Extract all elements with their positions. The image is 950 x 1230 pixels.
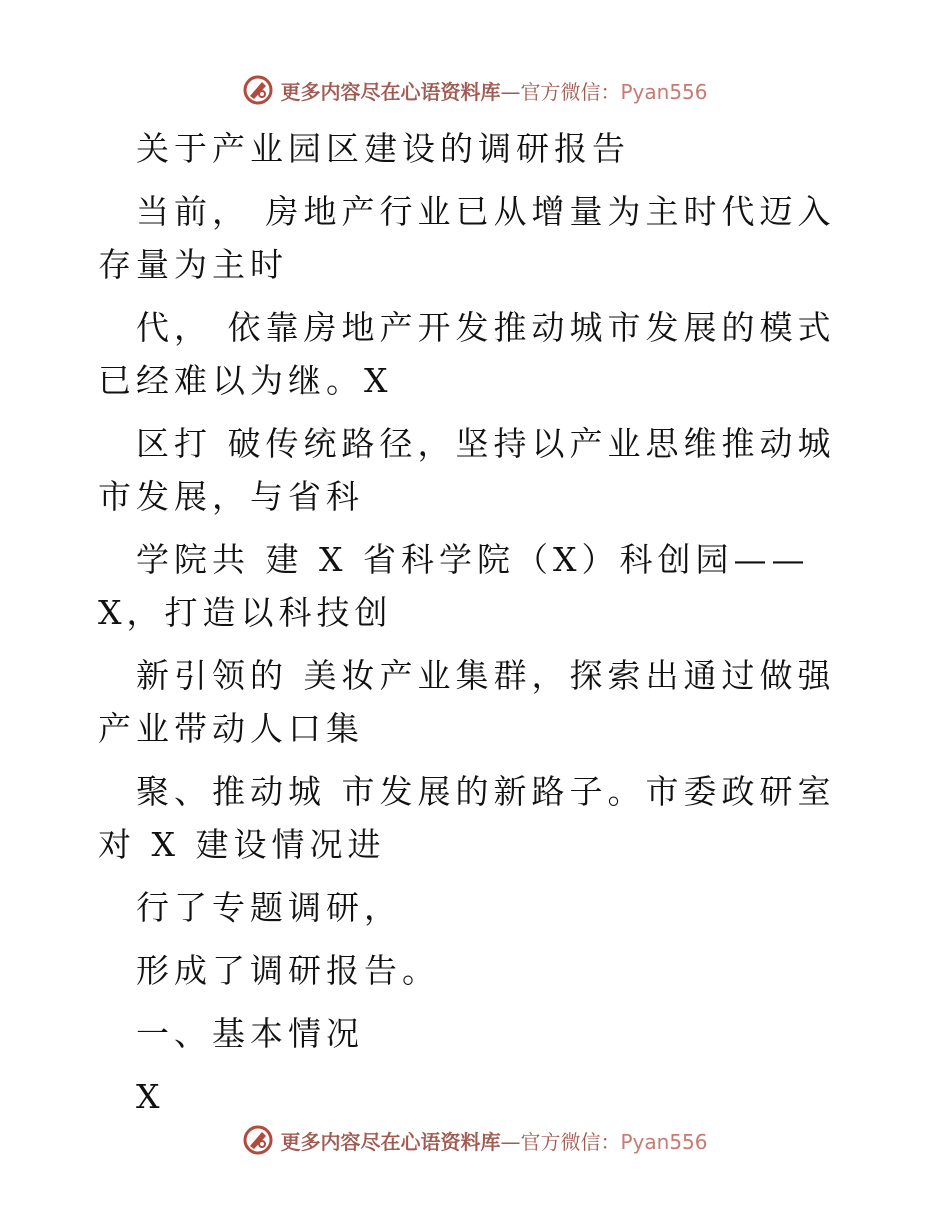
- watermark-id: Pyan556: [620, 1129, 708, 1154]
- watermark-tail: 官方微信：: [520, 1129, 621, 1154]
- paragraph: 行了专题调研，: [136, 888, 402, 927]
- paragraph: 区打 破传统路径，坚持以产业思维推动城市发展，与省科: [98, 424, 836, 516]
- watermark-id: Pyan556: [620, 79, 708, 104]
- paragraph: 新引领的 美妆产业集群，探索出通过做强产业带动人口集: [98, 656, 836, 748]
- watermark-tail: 官方微信：: [520, 79, 621, 104]
- paragraph: 聚、推动城 市发展的新路子。市委政研室对 X 建设情况进: [98, 772, 836, 864]
- paragraph: 当前， 房地产行业已从增量为主时代迈入存量为主时: [98, 192, 836, 284]
- paragraph: 学院共 建 X 省科学院（X）科创园——X，打造以科技创: [98, 540, 810, 632]
- section-heading: 一、基本情况: [136, 1014, 364, 1053]
- header-watermark: [0, 70, 950, 110]
- doc-title: 关于产业园区建设的调研报告: [136, 129, 630, 168]
- pen-logo-icon: [242, 1124, 274, 1156]
- document-body: [98, 122, 848, 1133]
- watermark-main: 更多内容尽在心语资料库: [280, 1129, 501, 1154]
- paragraph: 代， 依靠房地产开发推动城市发展的模式已经难以为继。X: [98, 308, 836, 400]
- watermark-main: 更多内容尽在心语资料库: [280, 79, 501, 104]
- pen-logo-icon: [242, 74, 274, 106]
- paragraph: 形成了调研报告。: [136, 951, 440, 990]
- watermark-dash: —: [500, 79, 521, 104]
- watermark-text: [280, 76, 707, 105]
- watermark-text: [280, 1126, 707, 1155]
- footer-watermark: [0, 1120, 950, 1160]
- paragraph: X: [136, 1077, 165, 1116]
- watermark-dash: —: [500, 1129, 521, 1154]
